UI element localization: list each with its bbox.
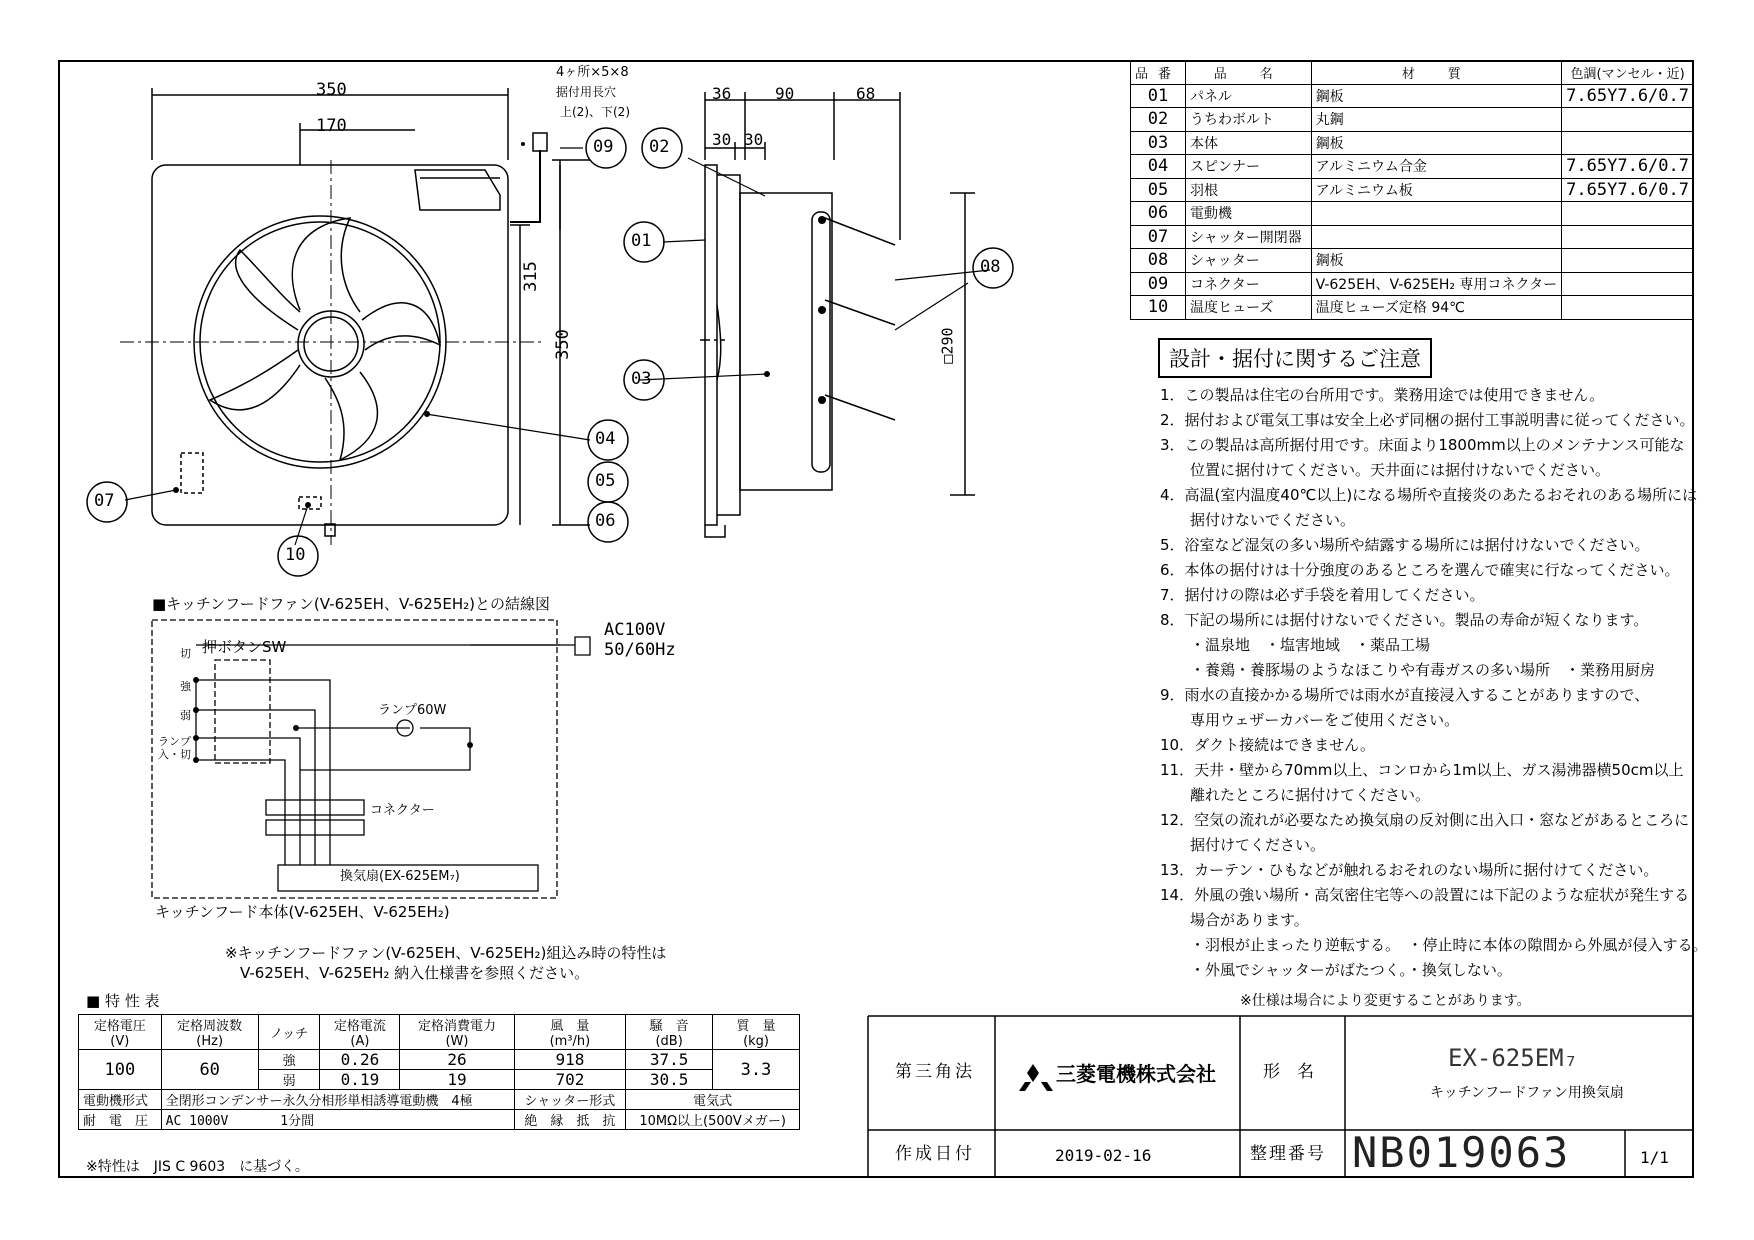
parts-row	[1131, 249, 1694, 273]
parts-header: 品番 品 名 材 質 色調(マンセル・近)	[1131, 61, 1694, 85]
parts-row	[1131, 155, 1694, 179]
note-line: 6．本体の据付けは十分強度のあるところを選んで確実に行なってください。	[1160, 561, 1680, 579]
callout-07: 07	[94, 491, 115, 511]
note-line: 11．天井・壁から70mm以上、コンロから1m以上、ガス湯沸器横50cm以上	[1160, 761, 1684, 779]
note-line: 4．高温(室内温度40℃以上)になる場所や直接炎のあたるおそれのある場所には	[1160, 486, 1698, 504]
dim-hole-spec: 4ヶ所×5×8	[556, 65, 629, 80]
parts-cell-name: 本体	[1186, 131, 1312, 155]
callout-10: 10	[285, 545, 306, 565]
parts-cell-material	[1311, 225, 1562, 249]
parts-cell-no: 02	[1131, 108, 1186, 132]
parts-cell-material: 丸鋼	[1311, 108, 1562, 132]
label-hz: 50/60Hz	[604, 640, 676, 660]
parts-cell-no: 07	[1131, 225, 1186, 249]
parts-cell-color: 7.65Y7.6/0.7	[1562, 178, 1694, 202]
note-line: 8．下記の場所には据付けないでください。製品の寿命が短くなります。	[1160, 611, 1649, 629]
parts-cell-name: スピンナー	[1186, 155, 1312, 179]
spec-power-strong: 26	[400, 1050, 514, 1070]
label-lamp-switch: ランプ 入・切	[158, 735, 191, 761]
parts-cell-color	[1562, 108, 1694, 132]
parts-cell-material: 鋼板	[1311, 84, 1562, 108]
parts-cell-material: 鋼板	[1311, 131, 1562, 155]
note-line: 専用ウェザーカバーをご使用ください。	[1190, 711, 1460, 729]
dim-side-d1: 36	[712, 84, 732, 103]
projection-label: 第三角法	[895, 1062, 975, 1082]
dim-side-d5: 30	[744, 130, 764, 149]
spec-withstand: AC 1000V 1分間	[161, 1110, 514, 1130]
parts-cell-no: 10	[1131, 296, 1186, 320]
parts-cell-material	[1311, 202, 1562, 226]
label-connector: コネクター	[370, 803, 435, 818]
model-label: 形 名	[1263, 1062, 1314, 1082]
company-name: 三菱電機株式会社	[1056, 1062, 1216, 1086]
dim-front-width: 350	[316, 80, 347, 100]
parts-row	[1131, 296, 1694, 320]
spec-curr-weak: 0.19	[320, 1070, 400, 1090]
dim-side-d3: 68	[856, 84, 876, 103]
note-line: 13．カーテン・ひもなどが触れるおそれのない場所に据付けてください。	[1160, 861, 1659, 879]
note-line: 3．この製品は高所据付用です。床面より1800mm以上のメンテナンス可能な	[1160, 436, 1685, 454]
note-line: 10．ダクト接続はできません。	[1160, 736, 1375, 754]
parts-row	[1131, 131, 1694, 155]
parts-table	[1130, 60, 1694, 320]
note-line: 7．据付けの際は必ず手袋を着用してください。	[1160, 586, 1485, 604]
parts-cell-no: 09	[1131, 272, 1186, 296]
spec-noise-weak: 30.5	[626, 1070, 713, 1090]
dim-front-height2: 350	[552, 329, 573, 360]
label-strong: 強	[180, 680, 191, 693]
note-line: 2．据付および電気工事は安全上必ず同梱の据付工事説明書に従ってください。	[1160, 411, 1695, 429]
ref-label: 整理番号	[1250, 1144, 1326, 1164]
parts-cell-material: アルミニウム合金	[1311, 155, 1562, 179]
spec-air-weak: 702	[514, 1070, 626, 1090]
parts-row	[1131, 84, 1694, 108]
dim-side-d2: 90	[775, 84, 795, 103]
ref-number: NB019063	[1352, 1128, 1571, 1177]
callout-02: 02	[649, 137, 670, 157]
callout-03: 03	[631, 369, 652, 389]
parts-row	[1131, 108, 1694, 132]
spec-insulation: 10MΩ以上(500Vメガー)	[626, 1110, 800, 1130]
label-off: 切	[180, 647, 191, 660]
wiring-title: ■キッチンフードファン(V-625EH、V-625EH₂)との結線図	[152, 595, 551, 613]
date-label: 作成日付	[895, 1144, 975, 1164]
model-name: EX-625EM₇	[1448, 1044, 1579, 1072]
dim-hole-note2: 上(2)、下(2)	[560, 105, 630, 119]
front-panel	[152, 165, 508, 525]
parts-row	[1131, 272, 1694, 296]
callout-09: 09	[593, 137, 614, 157]
dim-front-height1: 315	[520, 261, 541, 292]
parts-cell-material: アルミニウム板	[1311, 178, 1562, 202]
parts-cell-color	[1562, 202, 1694, 226]
spec-table: 定格電圧 (V) 定格周波数 (Hz) ノッチ 定格電流 (A) 定格消費電力 (W) 風 量 (m³/h) 騒 音 (dB) 質 量 (kg) 100 60 強 0.26 26 918 37.5 3.3 弱 0.19 19 702 30.5 電動機形式 全閉形コンデンサー永久分相形単相誘導電動機 4極 シャッター形式 電気式 耐 電 圧 AC 1000V 1分間 絶 縁 抵 抗 10MΩ以上(500Vメガー)	[78, 1014, 800, 1130]
model-description: キッチンフードファン用換気扇	[1430, 1085, 1624, 1101]
parts-cell-name: 電動機	[1186, 202, 1312, 226]
note-line: 14．外風の強い場所・高気密住宅等への設置には下記のような症状が発生する	[1160, 886, 1690, 904]
parts-cell-name: うちわボルト	[1186, 108, 1312, 132]
note-line: 離れたところに据付けてください。	[1190, 786, 1431, 804]
parts-cell-material: 鋼板	[1311, 249, 1562, 273]
callout-06: 06	[595, 511, 616, 531]
spec-curr-strong: 0.26	[320, 1050, 400, 1070]
note-line: 5．浴室など湿気の多い場所や結露する場所には据付けないでください。	[1160, 536, 1650, 554]
parts-cell-material: 温度ヒューズ定格 94℃	[1311, 296, 1562, 320]
parts-cell-no: 05	[1131, 178, 1186, 202]
parts-cell-no: 01	[1131, 84, 1186, 108]
label-fan: 換気扇(EX-625EM₇)	[340, 869, 460, 884]
dim-side-square: □290	[938, 327, 957, 364]
wiring-remark1: ※キッチンフードファン(V-625EH、V-625EH₂)組込み時の特性は	[225, 944, 667, 962]
dim-front-offset: 170	[316, 116, 347, 136]
note-line: 据付けないでください。	[1190, 511, 1356, 529]
spec-volt: 100	[79, 1050, 162, 1090]
parts-cell-no: 06	[1131, 202, 1186, 226]
spec-noise-strong: 37.5	[626, 1050, 713, 1070]
parts-cell-material: V-625EH、V-625EH₂ 専用コネクター	[1311, 272, 1562, 296]
note-line: ・養鶏・養豚場のようなほこりや有毒ガスの多い場所 ・業務用厨房	[1190, 661, 1656, 679]
callout-05: 05	[595, 471, 616, 491]
note-line: 据付けてください。	[1190, 836, 1326, 854]
notes-title: 設計・据付に関するご注意	[1158, 338, 1432, 378]
note-line: ・温泉地 ・塩害地域 ・薬品工場	[1190, 636, 1431, 654]
notes-footer: ※仕様は場合により変更することがあります。	[1240, 993, 1531, 1009]
label-ac: AC100V	[604, 620, 666, 640]
parts-cell-name: コネクター	[1186, 272, 1312, 296]
parts-cell-no: 03	[1131, 131, 1186, 155]
spec-shutter: 電気式	[626, 1090, 800, 1110]
parts-cell-name: 羽根	[1186, 178, 1312, 202]
parts-cell-color: 7.65Y7.6/0.7	[1562, 84, 1694, 108]
dim-side-d4: 30	[712, 130, 732, 149]
note-line: ・外風でシャッターがばたつく。・換気しない。	[1190, 961, 1512, 979]
note-line: 位置に据付けてください。天井面には据付けないでください。	[1190, 461, 1611, 479]
note-line: 場合があります。	[1190, 911, 1309, 929]
spec-footnote: ※特性は JIS C 9603 に基づく。	[86, 1159, 309, 1175]
callout-04: 04	[595, 429, 616, 449]
parts-row	[1131, 225, 1694, 249]
parts-cell-no: 08	[1131, 249, 1186, 273]
company-logo	[1019, 1064, 1053, 1091]
spec-mass: 3.3	[713, 1050, 800, 1090]
switch-label: 押ボタンSW	[202, 638, 287, 656]
wiring-remark2: V-625EH、V-625EH₂ 納入仕様書を参照ください。	[240, 964, 590, 982]
spec-title: ■ 特 性 表	[86, 992, 160, 1010]
parts-cell-name: パネル	[1186, 84, 1312, 108]
dim-hole-note1: 据付用長穴	[556, 85, 617, 99]
parts-cell-color: 7.65Y7.6/0.7	[1562, 155, 1694, 179]
callout-01: 01	[631, 231, 652, 251]
spec-freq: 60	[161, 1050, 258, 1090]
label-lamp: ランプ60W	[378, 703, 447, 718]
label-weak: 弱	[180, 709, 191, 722]
label-hood-body: キッチンフード本体(V-625EH、V-625EH₂)	[155, 903, 450, 921]
callout-08: 08	[980, 257, 1001, 277]
parts-cell-no: 04	[1131, 155, 1186, 179]
note-line: 1．この製品は住宅の台所用です。業務用途では使用できません。	[1160, 386, 1605, 404]
note-line: 12．空気の流れが必要なため換気扇の反対側に出入口・窓などがあるところに	[1160, 811, 1690, 829]
sheet-number: 1/1	[1640, 1148, 1669, 1167]
parts-row	[1131, 178, 1694, 202]
spec-air-strong: 918	[514, 1050, 626, 1070]
parts-row	[1131, 202, 1694, 226]
note-line: 9．雨水の直接かかる場所では雨水が直接浸入することがありますので、	[1160, 686, 1650, 704]
note-line: ・羽根が止まったり逆転する。 ・停止時に本体の隙間から外風が侵入する。	[1190, 936, 1708, 954]
parts-cell-color	[1562, 296, 1694, 320]
date-value: 2019-02-16	[1055, 1146, 1152, 1165]
parts-cell-color	[1562, 272, 1694, 296]
parts-cell-name: シャッター	[1186, 249, 1312, 273]
parts-cell-name: 温度ヒューズ	[1186, 296, 1312, 320]
parts-cell-name: シャッター開閉器	[1186, 225, 1312, 249]
parts-cell-color	[1562, 131, 1694, 155]
parts-cell-color	[1562, 249, 1694, 273]
spec-motor: 全閉形コンデンサー永久分相形単相誘導電動機 4極	[161, 1090, 514, 1110]
spec-power-weak: 19	[400, 1070, 514, 1090]
parts-cell-color	[1562, 225, 1694, 249]
